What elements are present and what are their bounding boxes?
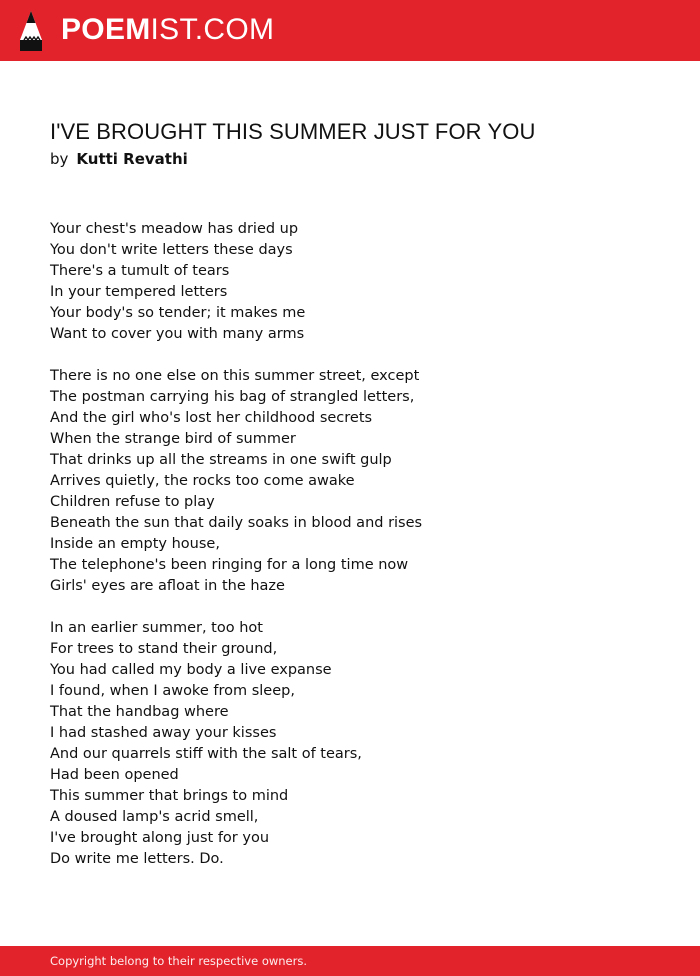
poem-line: When the strange bird of summer [50,431,296,447]
poem-body [50,219,670,891]
poem-line: In an earlier summer, too hot [50,620,263,636]
stanza [50,219,670,345]
poem-line: The postman carrying his bag of strangled letters, [50,389,415,405]
poem-line: A doused lamp's acrid smell, [50,809,259,825]
poem-line: That the handbag where [50,704,229,720]
poem-line: This summer that brings to mind [50,788,289,804]
byline-prefix: by [50,150,69,168]
poem-line: Girls' eyes are afloat in the haze [50,578,285,594]
poem-line: Children refuse to play [50,494,215,510]
poem-line: You don't write letters these days [50,242,293,258]
poem-line: I've brought along just for you [50,830,270,846]
poem-title: I'VE BROUGHT THIS SUMMER JUST FOR YOU [50,119,536,144]
poem-line: And our quarrels stiff with the salt of tears, [50,746,362,762]
stanza [50,618,670,870]
poem-line: For trees to stand their ground, [50,641,278,657]
poem-line: Do write me letters. Do. [50,851,224,867]
poem-line: There's a tumult of tears [50,263,230,279]
copyright-notice: Copyright belong to their respective owners. [50,954,308,968]
poem-line: I had stashed away your kisses [50,725,277,741]
byline [50,148,188,170]
poem-line: Your chest's meadow has dried up [50,221,299,237]
poem-line: That drinks up all the streams in one swift gulp [50,452,392,468]
poem-line: In your tempered letters [50,284,228,300]
site-footer [0,946,700,976]
site-logo[interactable] [61,13,274,47]
poem-line: And the girl who's lost her childhood secrets [50,410,373,426]
poem-line: There is no one else on this summer street, except [50,368,420,384]
logo-brand-light: IST.COM [150,13,275,46]
poem-line: Beneath the sun that daily soaks in blood and rises [50,515,423,531]
author-name: Kutti Revathi [76,150,188,168]
poem-line: Inside an empty house, [50,536,220,552]
logo-brand-bold: POEM [61,13,151,46]
poem-line: The telephone's been ringing for a long time now [50,557,409,573]
poem-line: You had called my body a live expanse [50,662,332,678]
poem-line: Want to cover you with many arms [50,326,305,342]
poem-line: I found, when I awoke from sleep, [50,683,295,699]
poem-line: Had been opened [50,767,179,783]
stanza [50,366,670,597]
pencil-icon[interactable] [18,10,44,52]
poem-line: Arrives quietly, the rocks too come awake [50,473,355,489]
poem-line: Your body's so tender; it makes me [50,305,306,321]
site-header [0,0,700,61]
